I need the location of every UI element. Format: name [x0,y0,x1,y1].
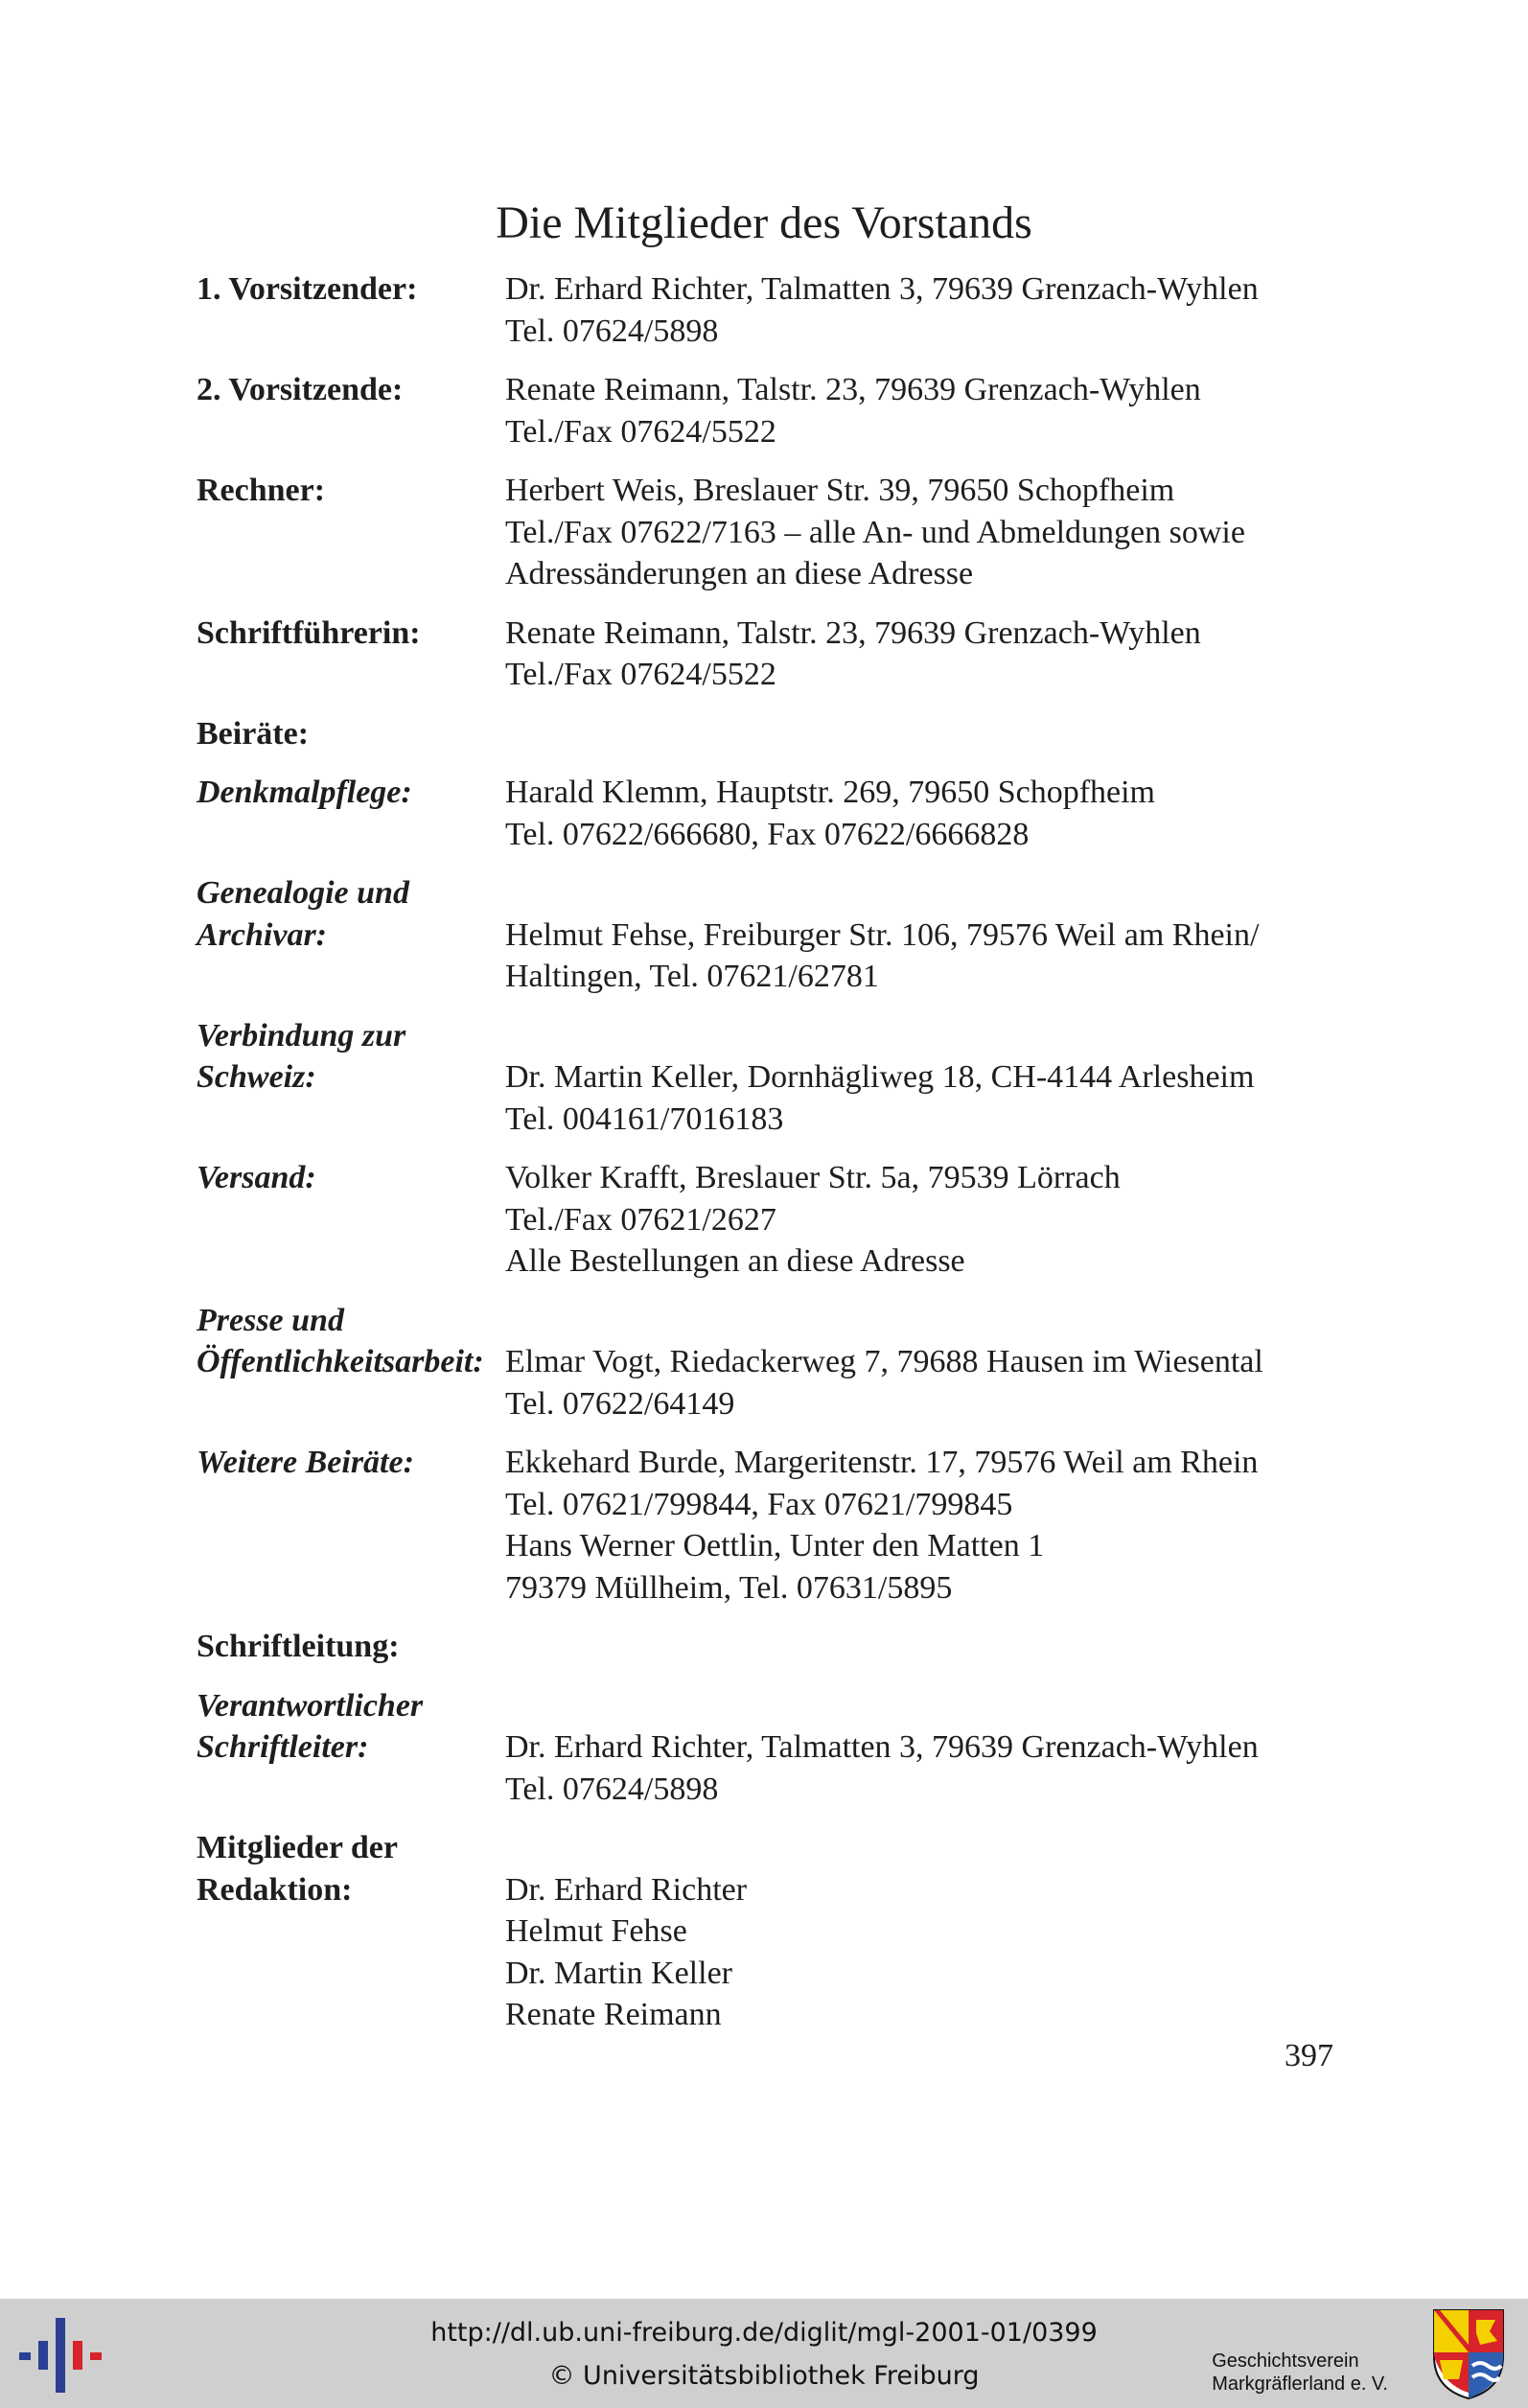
entry-contact-details [505,872,1347,998]
entry-contact-details [505,1015,1347,1141]
contact-line [505,1626,1347,1668]
contact-line: Tel. 004161/7016183 [505,1100,784,1137]
contact-line [505,1300,1347,1342]
role-label-line: 2. Vorsitzende: [197,372,404,407]
footer-bar [0,2299,1528,2408]
member-entry [197,872,1347,998]
role-label-line: Rechner: [197,473,326,508]
member-entry [197,1157,1347,1283]
role-label-line: Mitglieder der [197,1830,398,1865]
role-label-line: Archivar: [197,916,327,953]
member-entry [197,470,1347,595]
footer-copyright: © Universitätsbibliothek Freiburg [548,2361,980,2391]
entry-contact-details [505,1626,1347,1668]
contact-line: Haltingen, Tel. 07621/62781 [505,959,879,994]
contact-line: Tel./Fax 07621/2627 [505,1201,776,1238]
entry-role-label [197,1442,522,1484]
society-line-2: Markgräflerland e. V. [1212,2373,1388,2395]
entry-role-label [197,1685,522,1769]
entry-contact-details [505,268,1347,352]
contact-line: Helmut Fehse [505,1913,687,1949]
role-label-line: Verantwortlicher [197,1687,424,1724]
contact-line [505,1015,1347,1057]
contact-line: Dr. Erhard Richter [505,1871,748,1908]
entry-role-label [197,470,522,512]
entry-role-label [197,872,522,956]
contact-line: Adressänderungen an diese Adresse [505,556,974,591]
contact-line: Tel./Fax 07622/7163 – alle An- und Abmeldungen sowie [505,514,1245,550]
contact-line: Alle Bestellungen an diese Adresse [505,1243,965,1279]
role-label-line: Schriftführerin: [197,614,421,651]
entry-role-label [197,613,522,655]
contact-line: Tel./Fax 07624/5522 [505,413,776,450]
role-label-line: Presse und [197,1302,344,1338]
contact-line: Hans Werner Oettlin, Unter den Matten 1 [505,1528,1045,1563]
role-label-line: Schweiz: [197,1059,316,1095]
society-line-1: Geschichtsverein [1212,2350,1359,2372]
contact-line: Volker Krafft, Breslauer Str. 5a, 79539 Lörrach [505,1160,1121,1195]
member-entry [197,713,1347,755]
contact-line: Dr. Erhard Richter, Talmatten 3, 79639 Grenzach-Wyhlen [505,1729,1259,1765]
entry-role-label [197,268,522,311]
role-label-line: Schriftleitung: [197,1629,400,1664]
entry-contact-details [505,1157,1347,1283]
role-label-line: Schriftleiter: [197,1729,369,1765]
member-entry [197,369,1347,452]
contact-line: Tel. 07622/666680, Fax 07622/6666828 [505,816,1030,852]
contact-line: Elmar Vogt, Riedackerweg 7, 79688 Hausen im Wiesental [505,1344,1263,1379]
entry-contact-details [505,369,1347,452]
board-members-list [197,268,1347,2053]
page-number: 397 [1285,2038,1333,2073]
entry-contact-details [505,613,1347,696]
role-label-line: Verbindung zur [197,1017,406,1054]
entry-contact-details [505,1442,1347,1609]
entry-role-label [197,1157,522,1199]
contact-line: Ekkehard Burde, Margeritenstr. 17, 79576 Weil am Rhein [505,1445,1259,1480]
entry-role-label [197,369,522,411]
entry-contact-details [505,713,1347,755]
contact-line: Dr. Erhard Richter, Talmatten 3, 79639 Grenzach-Wyhlen [505,271,1259,307]
role-label-line: Redaktion: [197,1871,353,1908]
entry-contact-details [505,1685,1347,1811]
entry-contact-details [505,1827,1347,2036]
role-label-line: Weitere Beiräte: [197,1445,414,1480]
member-entry [197,1827,1347,2036]
member-entry [197,268,1347,352]
contact-line: Tel. 07624/5898 [505,313,719,349]
contact-line: Tel. 07622/64149 [505,1385,735,1422]
contact-line: Herbert Weis, Breslauer Str. 39, 79650 Schopfheim [505,473,1175,508]
entry-contact-details [505,470,1347,595]
member-entry [197,613,1347,696]
member-entry [197,1300,1347,1425]
contact-line: Tel. 07621/799844, Fax 07621/799845 [505,1486,1013,1522]
page-title: Die Mitglieder des Vorstands [496,197,1032,248]
entry-contact-details [505,1300,1347,1425]
contact-line: Tel. 07624/5898 [505,1771,719,1807]
entry-role-label [197,1300,522,1383]
coat-of-arms-icon [1430,2306,1507,2400]
contact-line: Renate Reimann, Talstr. 23, 79639 Grenzach-Wyhlen [505,372,1201,407]
entry-role-label [197,1827,522,1910]
contact-line: 79379 Müllheim, Tel. 07631/5895 [505,1569,953,1606]
member-entry [197,1015,1347,1141]
contact-line: Dr. Martin Keller, Dornhägliweg 18, CH-4144 Arlesheim [505,1059,1255,1095]
entry-role-label [197,1626,522,1668]
role-label-line: Denkmalpflege: [197,775,412,810]
contact-line: Helmut Fehse, Freiburger Str. 106, 79576 Weil am Rhein/ [505,916,1260,953]
role-label-line: Öffentlichkeitsarbeit: [197,1344,484,1379]
member-entry [197,1685,1347,1811]
contact-line [505,1827,1347,1869]
role-label-line: Genealogie und [197,875,409,911]
role-label-line: Versand: [197,1160,316,1195]
role-label-line: 1. Vorsitzender: [197,271,418,307]
contact-line: Renate Reimann, Talstr. 23, 79639 Grenzach-Wyhlen [505,614,1201,651]
member-entry [197,772,1347,855]
contact-line [505,872,1347,915]
contact-line: Renate Reimann [505,1997,722,2032]
entry-role-label [197,713,522,755]
contact-line: Tel./Fax 07624/5522 [505,657,776,692]
member-entry [197,1626,1347,1668]
footer-url-link[interactable]: http://dl.ub.uni-freiburg.de/diglit/mgl-2001-01/0399 [430,2318,1098,2348]
footer-society-name [1212,2350,1388,2396]
entry-contact-details [505,772,1347,855]
entry-role-label [197,1015,522,1099]
contact-line [505,713,1347,755]
contact-line: Harald Klemm, Hauptstr. 269, 79650 Schopfheim [505,775,1156,810]
contact-line [505,1685,1347,1727]
role-label-line: Beiräte: [197,715,310,752]
member-entry [197,1442,1347,1609]
contact-line: Dr. Martin Keller [505,1955,732,1991]
entry-role-label [197,772,522,814]
